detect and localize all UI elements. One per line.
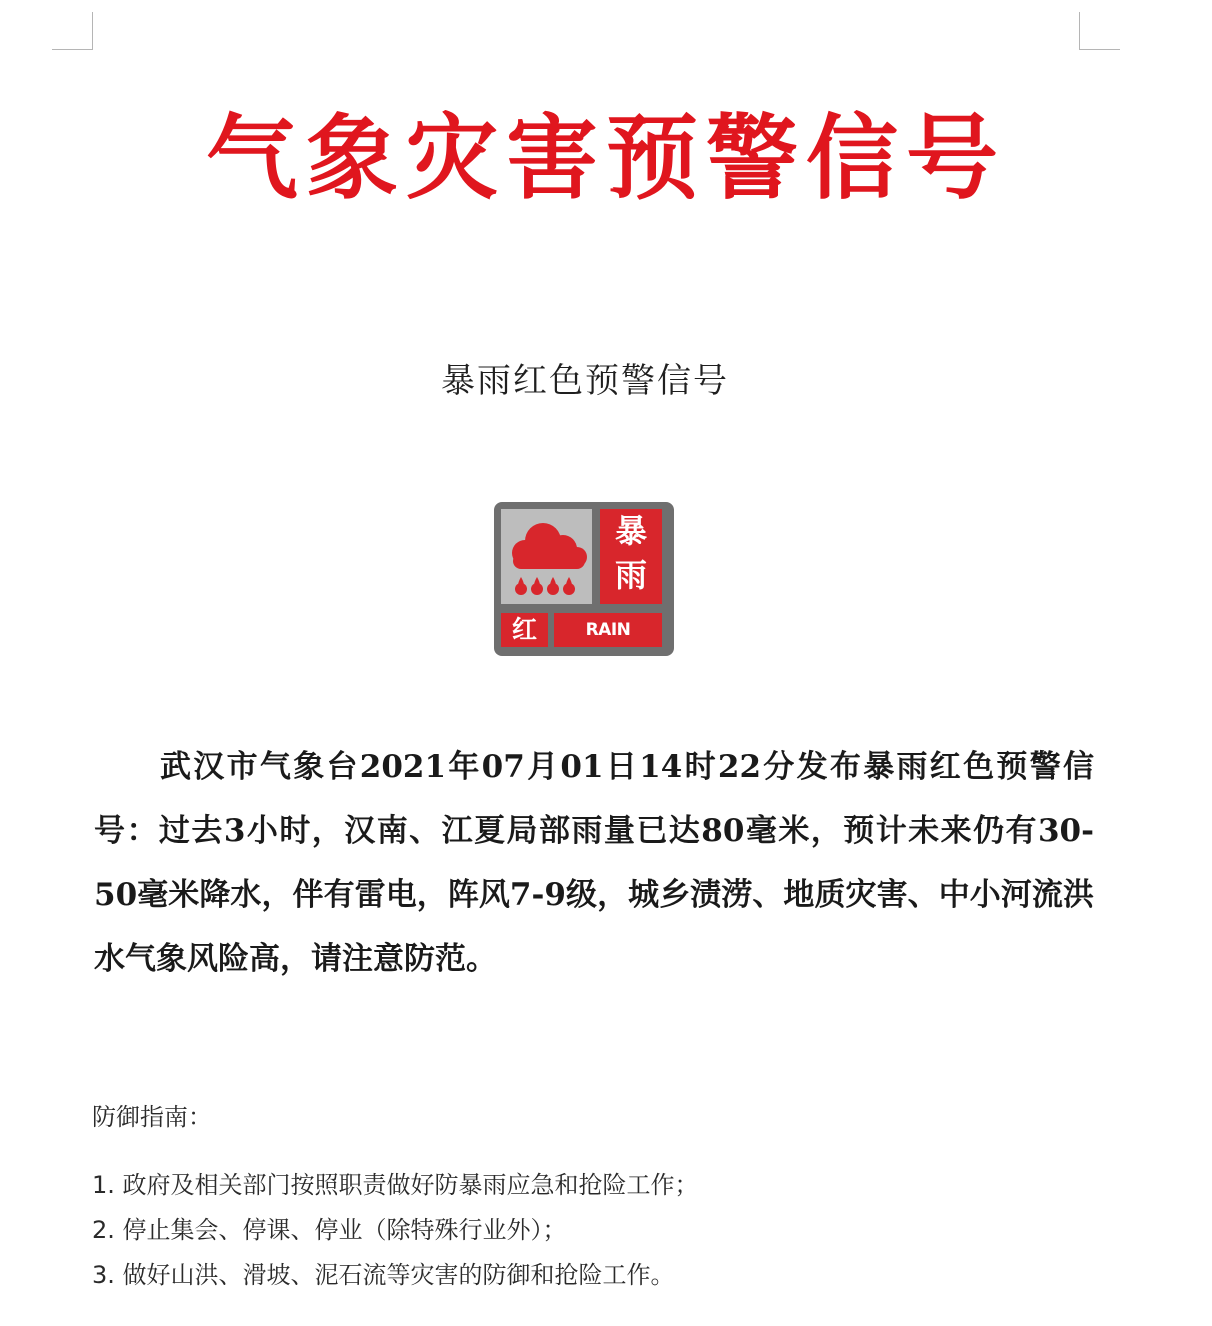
list-item: 3. 做好山洪、滑坡、泥石流等灾害的防御和抢险工作。 [92, 1261, 675, 1289]
defense-guide-list [92, 1163, 1132, 1298]
warning-body-text: 武汉市气象台2021年07月01日14时22分发布暴雨红色预警信号：过去3小时，汉南、江夏局部雨量已达80毫米，预计未来仍有30-50毫米降水，伴有雷电，阵风7-9级，城乡渍涝、地质灾害、中小河流洪水气象风险高，请注意防范。 [94, 749, 1094, 977]
sign-level-label: 红 [501, 613, 548, 647]
warning-title: 暴雨红色预警信号 [441, 361, 729, 401]
sign-chinese-label [600, 509, 662, 604]
sign-char-2: 雨 [614, 556, 647, 594]
list-item: 2. 停止集会、停课、停业（除特殊行业外）； [92, 1216, 567, 1244]
list-item: 1. 政府及相关部门按照职责做好防暴雨应急和抢险工作； [92, 1171, 699, 1199]
sign-english-label: RAIN STORM [554, 613, 662, 647]
document-header-title: 气象灾害预警信号 [205, 104, 1006, 212]
sign-icon-panel [501, 509, 592, 604]
rainstorm-red-warning-sign [494, 502, 674, 674]
sign-char-1: 暴 [614, 512, 647, 550]
rain-cloud-icon [501, 509, 592, 604]
page-corner-mark-top-right [1079, 12, 1120, 50]
defense-guide-heading: 防御指南： [92, 1103, 212, 1131]
page-corner-mark-top-left [52, 12, 93, 50]
